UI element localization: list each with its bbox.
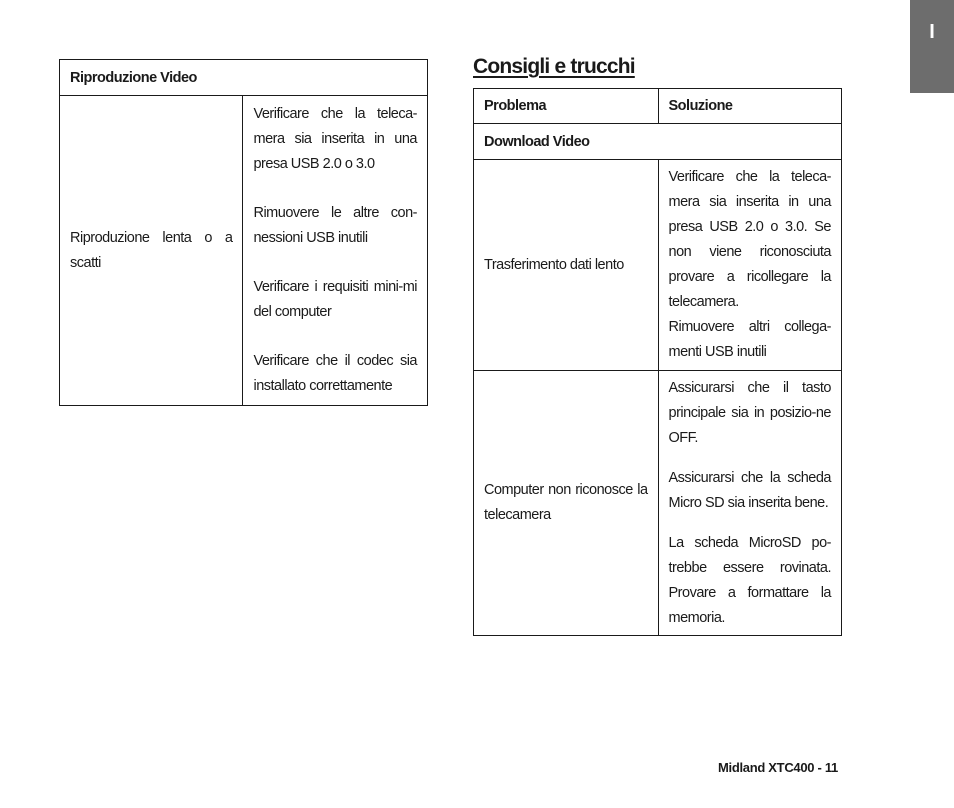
solution-text: Rimuovere altri collega-menti USB inutili [668, 319, 831, 360]
solution-text: Assicurarsi che il tasto principale sia in posizio-ne OFF. [668, 379, 831, 446]
solution-text: Verificare i requisiti mini-mi del computer [253, 279, 417, 320]
solution-cell [658, 160, 841, 371]
table-row [474, 371, 842, 636]
solution-cell [243, 96, 428, 406]
solution-text: Verificare che il codec sia installato correttamente [253, 353, 417, 394]
solution-text: Verificare che la teleca-mera sia inserita in una presa USB 2.0 o 3.0 [253, 106, 417, 172]
language-tab-label: I [929, 21, 935, 43]
column-header-problem: Problema [474, 89, 659, 124]
problem-cell: Riproduzione lenta o a scatti [60, 96, 243, 406]
solution-text: Rimuovere le altre con-nessioni USB inutili [253, 205, 417, 246]
solution-text: Assicurarsi che la scheda Micro SD sia inserita bene. [668, 469, 831, 511]
page-footer: Midland XTC400 - 11 [717, 760, 838, 775]
language-tab [910, 0, 954, 93]
problem-cell: Trasferimento dati lento [474, 160, 659, 371]
solution-text: La scheda MicroSD po-trebbe essere rovinata. Provare a formattare la memoria. [668, 534, 831, 626]
solution-cell [658, 371, 841, 636]
solution-text: Verificare che la teleca-mera sia inserita in una presa USB 2.0 o 3.0. Se non viene riconosciuta provare a ricollegare la telecamera. [668, 169, 831, 310]
table-row [474, 160, 842, 371]
table-row [60, 96, 428, 406]
column-header-solution: Soluzione [658, 89, 841, 124]
section-title: Consigli e trucchi [473, 55, 635, 78]
tips-table [473, 88, 842, 636]
problem-cell: Computer non riconosce la telecamera [474, 371, 659, 636]
video-playback-table [59, 59, 428, 406]
table-header-video-playback: Riproduzione Video [60, 60, 428, 96]
group-header-download-video: Download Video [474, 124, 842, 160]
